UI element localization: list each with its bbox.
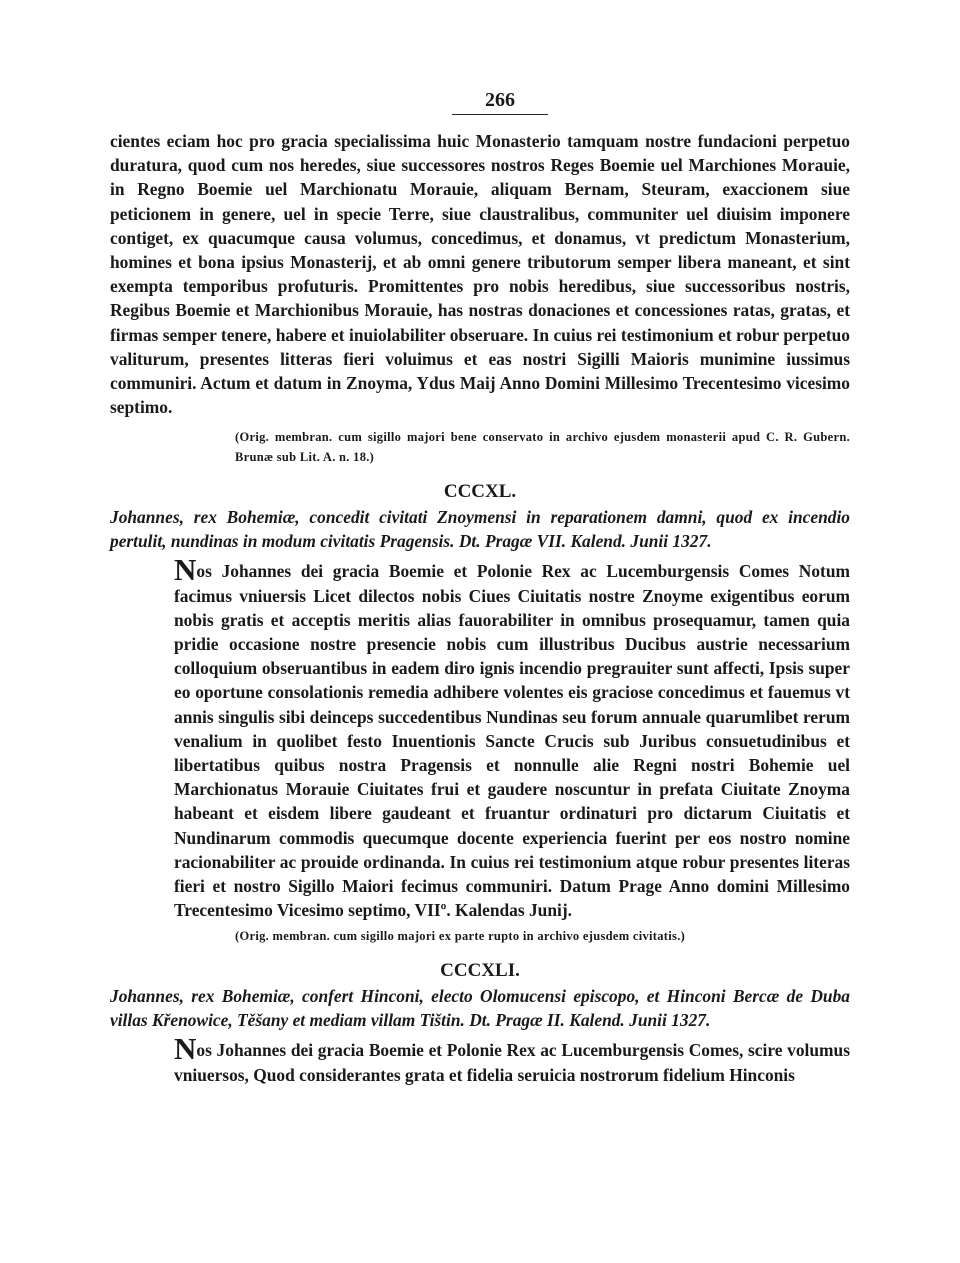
document-page (110, 88, 850, 1087)
page-number: 266 (452, 88, 548, 115)
charter-heading: Johannes, rex Bohemiæ, confert Hinconi, electo Olomucensi episcopo, et Hinconi Bercæ de Duba villas Křenowice, Těšany et mediam villam Tištin. Dt. Pragæ II. Kalend. Junii 1327. (110, 986, 850, 1031)
charter-cccxli (110, 958, 850, 1086)
charter-number: CCCXL. (443, 481, 517, 503)
charter-heading: Johannes, rex Bohemiæ, concedit civitati Znoymensi in reparationem damni, quod ex incendio pertulit, nundinas in modum civitatis Pragensis. Dt. Pragæ VII. Kalend. Junii 1327. (110, 507, 850, 552)
charter-cccxl (110, 479, 850, 946)
drop-initial: N (174, 1031, 197, 1067)
continuation-text: cientes eciam hoc pro gracia specialissima huic Monasterio tamquam nostre fundacioni perpetuo duratura, quod cum nos heredes, siue successores nostros Reges Boemie uel Marchiones Morauie, in Regno Boemie uel Marchionatu Morauie, aliquam Bernam, Steuram, exaccionem siue peticionem in genere, uel in specie Terre, siue claustralibus, communiter uel diuisim imponere contiget, ex quacumque causa volumus, concedimus, et donamus, vt predictum Monasterium, homines et bona ipsius Monasterij, et ab omni genere tributorum semper libera maneant, et sint exempta temporibus profuturis. Promittentes pro nobis heredibus, siue successoribus nostris, Regibus Boemie et Marchionibus Morauie, has nostras donaciones et concessiones ratas, gratas, et firmas semper tenere, habere et inuiolabiliter obseruare. In cuius rei testimonium et robur perpetuo valiturum, presentes litteras fieri voluimus et eas nostri Sigilli Maioris munimine iussimus communiri. Actum et datum in Znoyma, Ydus Maij Anno Domini Millesimo Trecentesimo vicesimo septimo. (110, 131, 850, 418)
charter-body (110, 1031, 850, 1086)
charter-source-note: (Orig. membran. cum sigillo majori ex parte rupto in archivo ejusdem civitatis.) (235, 929, 686, 944)
drop-initial: N (174, 552, 197, 588)
charter-body (110, 552, 850, 922)
charter-body-text: os Johannes dei gracia Boemie et Polonie Rex ac Lucemburgensis Comes Notum facimus vniuersis Licet dilectos nobis Ciues Ciuitatis nostre Znoyme exigentibus eorum nobis gratis et acceptis meritis alias fauorabiliter in omnibus prosequamur, tamen quia pridie occasione nostre presencie nobis cum illustribus Ducibus austrie necessarium colloquium obseruantibus in eadem diro ignis incendio pregrauiter sunt affecti, Ipsis super eo oportune consolationis remedia adhibere volentes eis graciose concedimus et fauemus vt annis singulis sibi deinceps succedentibus Nundinas seu forum annuale quarumlibet rerum venalium in quolibet festo Inuentionis Sancte Crucis sub Juribus consuetudinibus et libertatibus quibus nostra Pragensis et nonnulle alie Regni nostri Bohemie uel Marchionatus Morauie Ciuitates frui et gaudere noscuntur in prefata Ciuitate Znoyma habeant et eisdem libere gaudeant et fruantur ordinaturi pro dictarum Ciuitatis et Nundinarum commodis quecumque docente experiencia fuerint per eos nostro nomine racionabiliter ac prouide ordinanda. In cuius rei testimonium atque robur presentes literas fieri et nostro Sigillo Maiori fecimus communiri. Datum Prage Anno domini Millesimo Trecentesimo Vicesimo septimo, VIIº. Kalendas Junij. (174, 561, 850, 921)
continuation-source-note: (Orig. membran. cum sigillo majori bene conservato in archivo ejusdem monasterii apud C. R. Gubern. Brunæ sub Lit. A. n. 18.) (235, 430, 850, 465)
charter-number: CCCXLI. (440, 960, 520, 982)
charter-body-text: os Johannes dei gracia Boemie et Polonie Rex ac Lucemburgensis Comes, scire volumus vniuersos, Quod considerantes grata et fidelia seruicia nostrorum fidelium Hinconis (174, 1040, 850, 1085)
